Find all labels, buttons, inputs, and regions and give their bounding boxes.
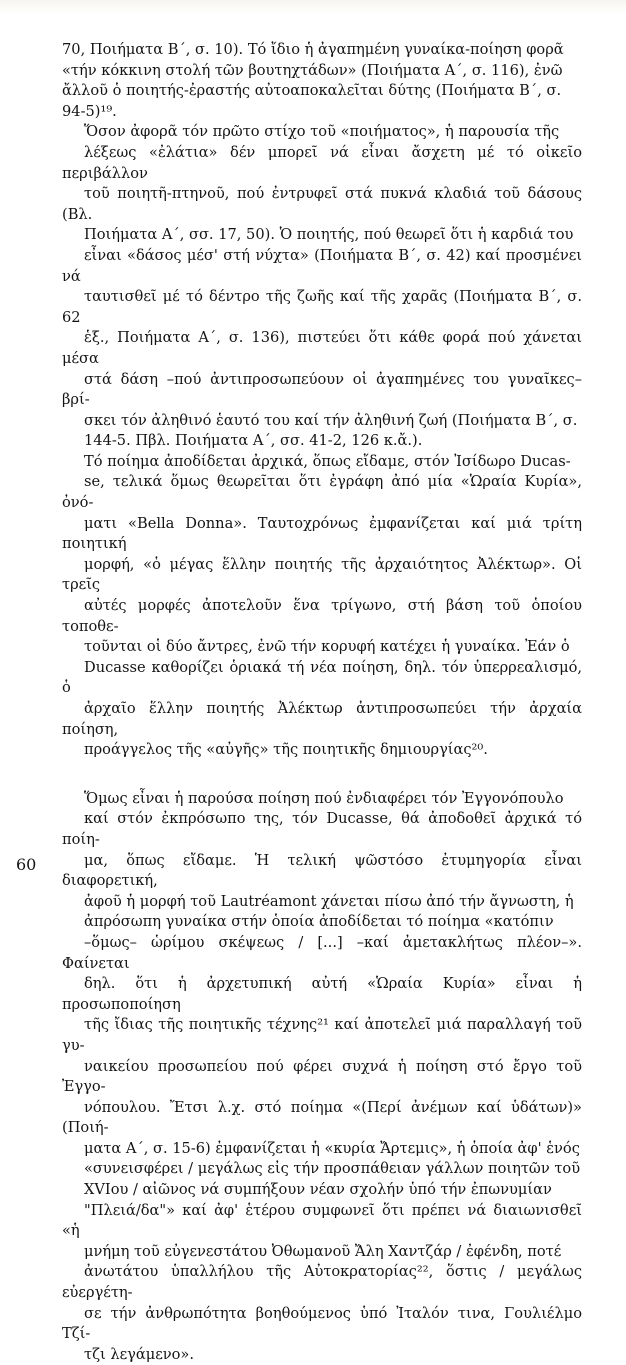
paragraph: [62, 122, 582, 452]
text-line: Ποιήματα Α΄, σσ. 17, 50). Ὁ ποιητής, πού θεωρεῖ ὅτι ἡ καρδιά του: [84, 226, 574, 244]
text-line: λέξεως «ἐλάτια» δέν μπορεῖ νά εἶναι ἄσχετη μέ τό οἰκεῖο περιβάλλον: [62, 143, 582, 182]
text-line: XVIου / αἰῶνος νά συμπήξουν νέαν σχολήν ὑπό τήν ἐπωνυμίαν: [84, 1181, 552, 1199]
text-line: προάγγελος τῆς «αὐγῆς» τῆς ποιητικῆς δημιουργίας²⁰.: [84, 741, 488, 759]
text-line: ἀνωτάτου ὑπαλλήλου τῆς Αὐτοκρατορίας²², ὅστις / μεγάλως εὐεργέτη-: [62, 1263, 582, 1302]
text-line: τοῦ ποιητῆ-πτηνοῦ, πού ἐντρυφεῖ στά πυκνά κλαδιά τοῦ δάσους (Βλ.: [62, 185, 582, 223]
text-line: 144-5. Πβλ. Ποιήματα Α΄, σσ. 41-2, 126 κ.ἄ.).: [84, 432, 423, 450]
paragraph: [62, 789, 582, 1365]
text-line: Τό ποίημα ἀποδίδεται ἀρχικά, ὅπως εἴδαμε, στόν Ἰσίδωρο Ducas-: [84, 452, 571, 470]
text-line: τζι λεγάμενο».: [84, 1345, 195, 1363]
text-line: μνήμη τοῦ εὐγενεστάτου Ὀθωμανοῦ Ἄλη Χαντζάρ / ἐφένδη, ποτέ: [84, 1242, 562, 1260]
text-line: καί στόν ἐκπρόσωπο της, τόν Ducasse, θά ἀποδοθεῖ ἀρχικά τό ποίη-: [62, 810, 582, 848]
body-text: [62, 40, 582, 1365]
text-line: Ὅμως εἶναι ἡ παρούσα ποίηση πού ἐνδιαφέρει τόν Ἐγγονόπουλο: [84, 789, 564, 807]
text-line: ἀφοῦ ἡ μορφή τοῦ Lautréamont χάνεται πίσω ἀπό τήν ἄγνωστη, ἡ: [84, 892, 574, 910]
paragraph: [62, 452, 582, 761]
text-line: νόπουλου. Ἔτσι λ.χ. στό ποίημα «(Περί ἀνέμων καί ὑδάτων)» (Ποιή-: [62, 1098, 582, 1137]
text-line: 94-5)¹⁹.: [62, 102, 117, 120]
text-line: ταυτισθεῖ μέ τό δέντρο τῆς ζωῆς καί τῆς χαρᾶς (Ποιήματα Β΄, σ. 62: [62, 288, 582, 326]
text-line: ἀπρόσωπη γυναίκα στήν ὁποία ἀποδίδεται τό ποίημα «κατόπιν: [84, 913, 554, 931]
text-line: δηλ. ὅτι ἡ ἀρχετυπική αὐτή «Ὡραία Κυρία» εἶναι ἡ προσωποποίηση: [62, 975, 582, 1013]
page-number: 60: [16, 855, 37, 874]
text-line: μα, ὅπως εἴδαμε. Ἡ τελική ψῶστόσο ἐτυμηγορία εἶναι διαφορετική,: [62, 851, 582, 890]
text-line: «τήν κόκκινη στολή τῶν βουτηχτάδων» (Ποιήματα Α΄, σ. 116), ἐνῶ: [62, 61, 563, 79]
text-line: σκει τόν ἀληθινό ἑαυτό του καί τήν ἀληθινή ζωή (Ποιήματα Β΄, σ.: [84, 411, 578, 429]
text-line: ἄλλοῦ ὁ ποιητής-ἐραστής αὐτοαποκαλεῖται δύτης (Ποιήματα Β΄, σ.: [62, 82, 562, 100]
text-line: «συνεισφέρει / μεγάλως εἰς τήν προσπάθειαν γάλλων ποιητῶν τοῦ: [84, 1160, 581, 1178]
text-line: τῆς ἴδιας τῆς ποιητικῆς τέχνης²¹ καί ἀποτελεῖ μιά παραλλαγή τοῦ γυ-: [62, 1016, 582, 1054]
text-line: τοῦνται οἱ δύο ἄντρες, ἐνῶ τήν κορυφή κατέχει ἡ γυναίκα. Ἐάν ὁ: [84, 638, 570, 656]
text-line: ματι «Bella Donna». Ταυτοχρόνως ἐμφανίζεται καί μιά τρίτη ποιητική: [62, 514, 582, 553]
text-line: ναικείου προσωπείου πού φέρει συχνά ἡ ποίηση στό ἔργο τοῦ Ἐγγο-: [62, 1057, 582, 1096]
text-line: εἶναι «δάσος μέσ' στή νύχτα» (Ποιήματα Β΄, σ. 42) καί προσμένει νά: [62, 246, 582, 285]
text-line: "Πλειά/δα"» καί ἀφ' ἑτέρου συμφωνεῖ ὅτι πρέπει νά διαιωνισθεῖ «ἡ: [62, 1201, 582, 1240]
text-line: se, τελικά ὅμως θεωρεῖται ὅτι ἐγράφη ἀπό μία «Ὡραία Κυρία», ὀνό-: [62, 473, 582, 512]
text-line: ματα Α΄, σ. 15-6) ἐμφανίζεται ἡ «κυρία Ἄρτεμις», ἡ ὁποία ἀφ' ἑνός: [84, 1139, 580, 1157]
text-line: αὐτές μορφές ἀποτελοῦν ἕνα τρίγωνο, στή βάση τοῦ ὁποίου τοποθε-: [62, 597, 582, 635]
text-line: σε τήν ἀνθρωπότητα βοηθούμενος ὑπό Ἰταλόν τινα, Γουλιέλμο Τζί-: [62, 1304, 582, 1343]
text-line: Ducasse καθορίζει ὁριακά τή νέα ποίηση, δηλ. τόν ὑπερρεαλισμό, ὁ: [62, 658, 582, 697]
text-line: –ὅμως– ὡρίμου σκέψεως / [...] –καί ἀμετακλήτως πλέον–». Φαίνεται: [62, 933, 582, 972]
text-line: ἑξ., Ποιήματα Α΄, σ. 136), πιστεύει ὅτι κάθε φορά πού χάνεται μέσα: [62, 329, 582, 367]
text-line: Ὅσον ἀφορᾶ τόν πρῶτο στίχο τοῦ «ποιήματος», ἡ παρουσία τῆς: [84, 123, 560, 141]
text-line: στά δάση –πού ἀντιπροσωπεύουν οἱ ἀγαπημένες του γυναῖκες– βρί-: [62, 370, 582, 409]
text-line: μορφή, «ὁ μέγας ἕλλην ποιητής τῆς ἀρχαιότητος Ἀλέκτωρ». Οἱ τρεῖς: [62, 555, 582, 594]
text-line: 70, Ποιήματα Β΄, σ. 10). Τό ἴδιο ἡ ἀγαπημένη γυναίκα-ποίηση φορᾶ: [62, 41, 564, 58]
paragraph: [62, 40, 582, 122]
text-line: ἀρχαῖο ἕλλην ποιητής Ἀλέκτωρ ἀντιπροσωπεύει τήν ἀρχαία ποίηση,: [62, 700, 582, 738]
